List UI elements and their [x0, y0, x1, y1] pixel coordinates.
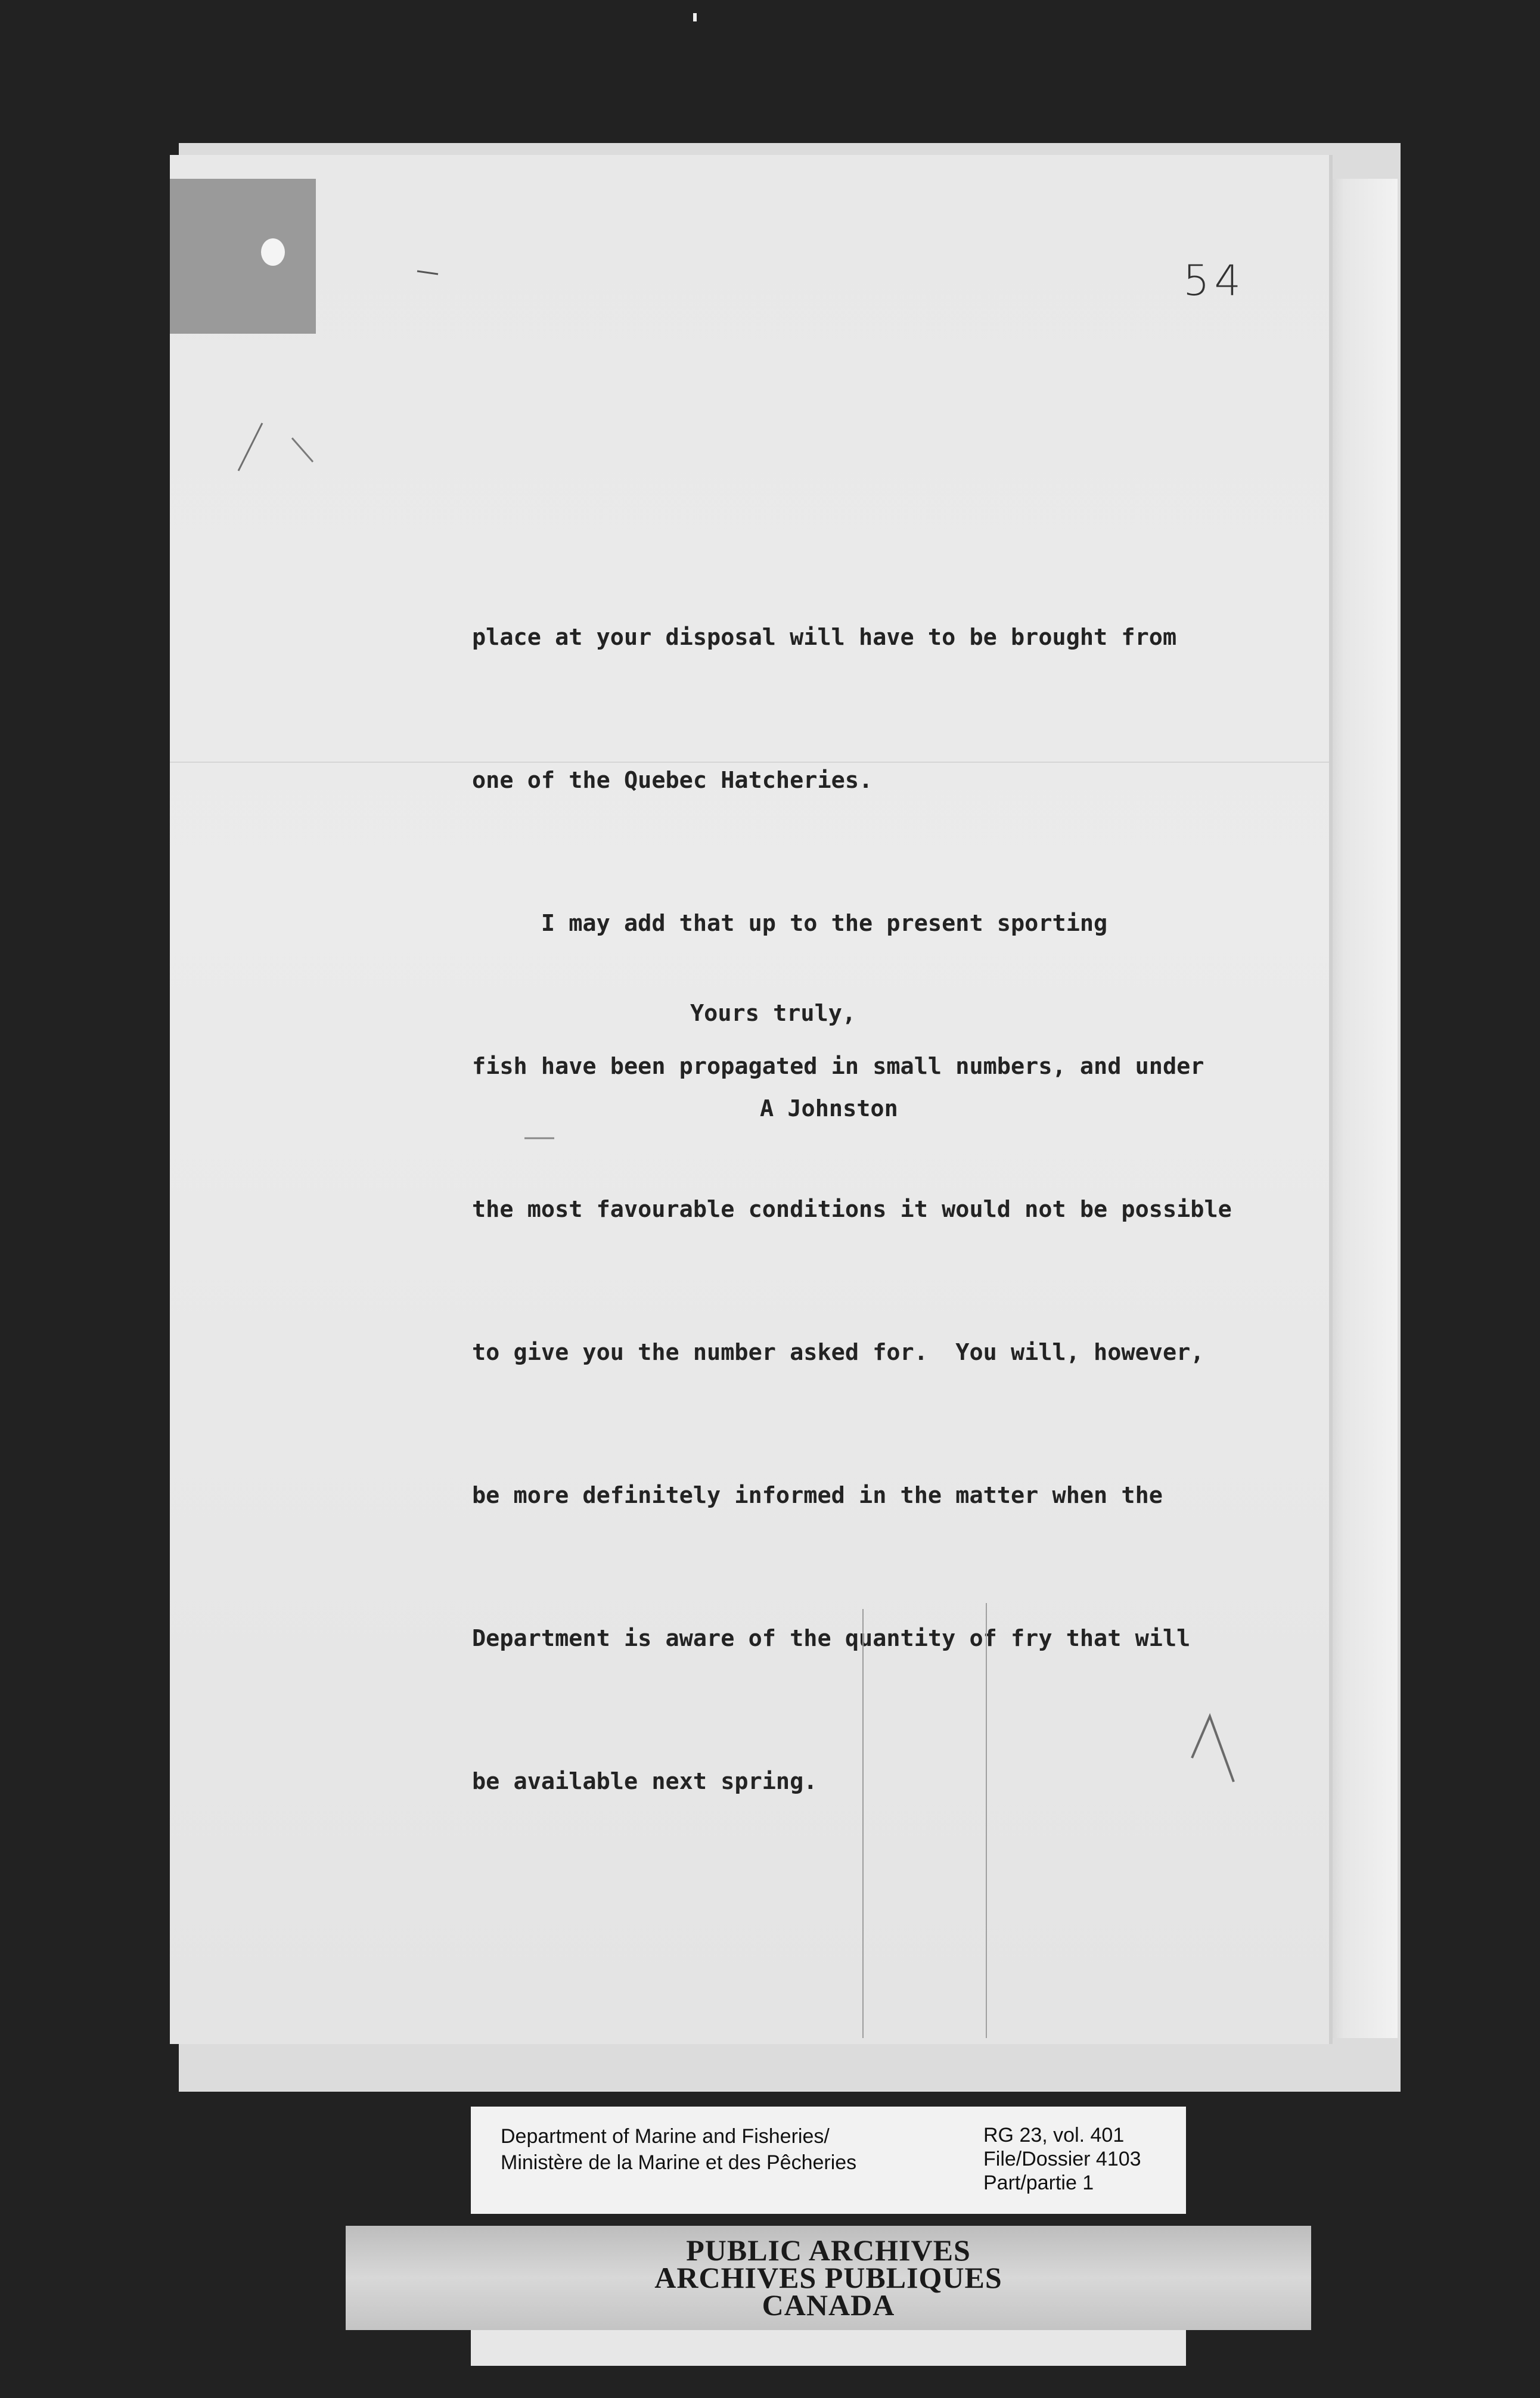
- archives-stamp: [346, 2226, 1311, 2330]
- stamp-line: ARCHIVES PUBLIQUES: [654, 2261, 1002, 2294]
- part-number: Part/partie 1: [983, 2172, 1094, 2194]
- body-line: be available next spring.: [472, 1768, 818, 1795]
- corner-staple-patch: [170, 179, 316, 334]
- body-line: the most favourable conditions it would not be possible: [472, 1196, 1232, 1223]
- reference-text: [983, 2123, 1141, 2195]
- folio-number: 54: [1183, 256, 1246, 305]
- department-text: [501, 2123, 856, 2176]
- file-number: File/Dossier 4103: [983, 2148, 1141, 2170]
- record-group: RG 23, vol. 401: [983, 2124, 1125, 2147]
- letter-body: [472, 518, 1306, 1853]
- letter-signature: A Johnston: [760, 1095, 898, 1122]
- stamp-base-strip: [471, 2330, 1186, 2366]
- department-fr: Ministère de la Marine et des Pêcheries: [501, 2151, 857, 2174]
- body-line: one of the Quebec Hatcheries.: [472, 767, 873, 794]
- body-line: Department is aware of the quantity of fry that will: [472, 1625, 1191, 1652]
- stamp-line: CANADA: [762, 2288, 895, 2322]
- body-line: place at your disposal will have to be brought from: [472, 624, 1177, 651]
- punch-hole: [261, 238, 285, 266]
- body-line: to give you the number asked for. You will, however,: [472, 1339, 1204, 1366]
- department-en: Department of Marine and Fisheries/: [501, 2125, 830, 2148]
- stamp-text: [346, 2234, 1311, 2322]
- body-line: be more definitely informed in the matter when the: [472, 1482, 1163, 1509]
- archive-label: [471, 2107, 1186, 2214]
- body-line: fish have been propagated in small numbers, and under: [472, 1053, 1204, 1080]
- scan-mark: [693, 13, 697, 21]
- stamp-line: PUBLIC ARCHIVES: [686, 2234, 971, 2267]
- body-line: I may add that up to the present sporting: [472, 910, 1108, 937]
- letter-closing: Yours truly,: [690, 1000, 856, 1027]
